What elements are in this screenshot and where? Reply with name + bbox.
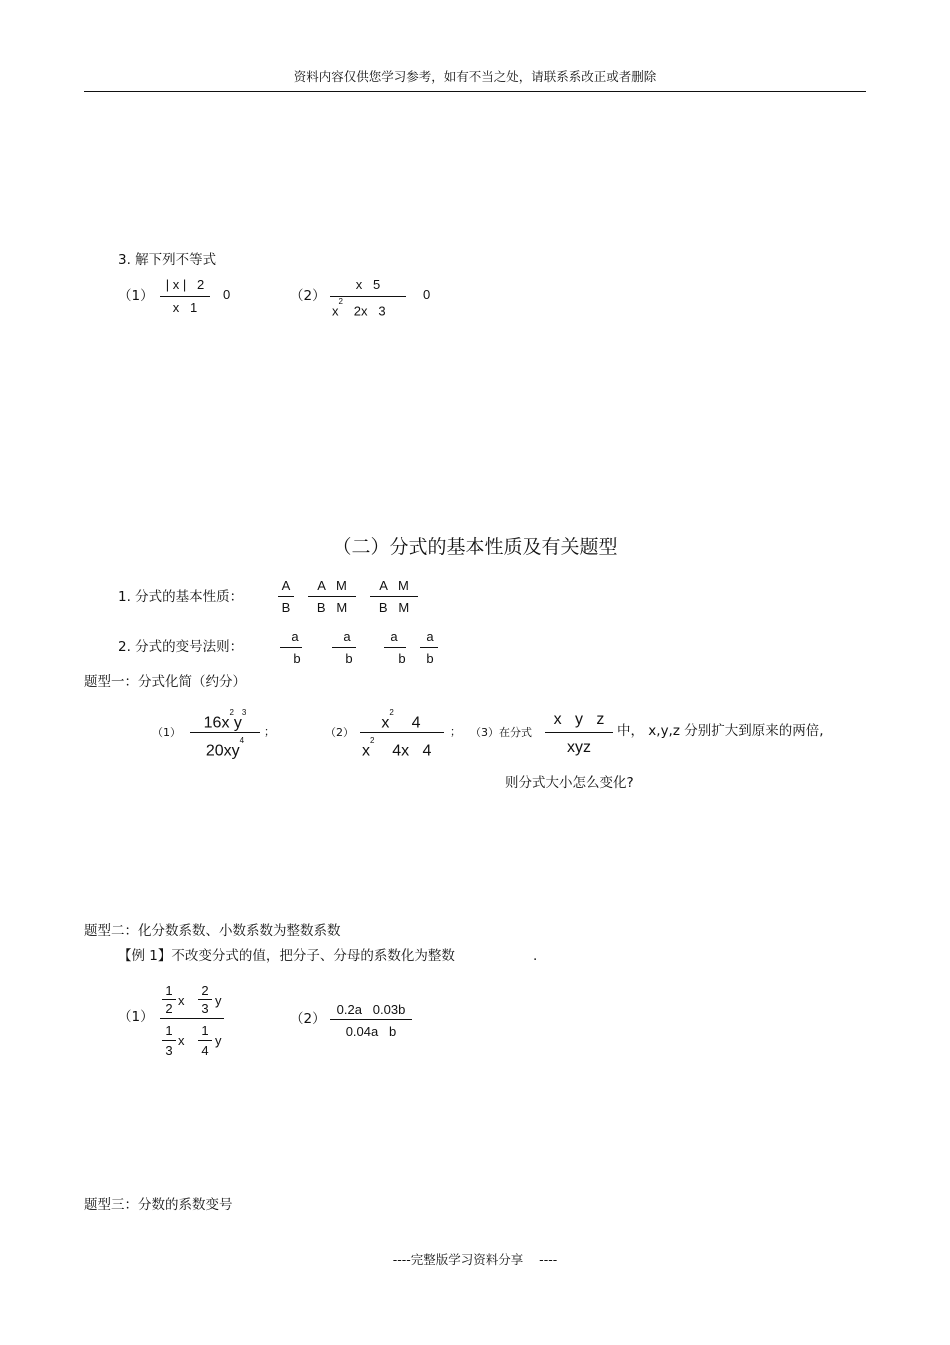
prop2-f3-num: a (390, 629, 398, 644)
type2-example: 【例 1】不改变分式的值，把分子、分母的系数化为整数 (118, 948, 455, 964)
prop1-f3-den: B M (378, 600, 410, 615)
type2-p1-top-f1-den: 2 (165, 1001, 173, 1016)
type1-p3-denominator: xyz (567, 739, 591, 756)
prop1-f1-num: A (281, 578, 291, 593)
type2-p2-numerator: 0.2a 0.03b (336, 1002, 406, 1017)
type1-p3-numerator: x y z (553, 711, 605, 728)
type1-p2-numerator: $x^2$ 4 (381, 708, 421, 732)
type1-p2-label: （2） (325, 726, 354, 739)
q3-p1-denominator: x 1 (172, 300, 198, 315)
q3-p1-numerator: | x | 2 (165, 277, 205, 292)
section-title: （二）分式的基本性质及有关题型 (332, 536, 618, 558)
prop2-f2-bar (332, 647, 356, 648)
type2-p1-bottom-f1-bar (162, 1040, 176, 1041)
prop2-f2-num: a (343, 629, 351, 644)
header-rule (84, 91, 866, 92)
type2-p1-top-var2: y (215, 993, 222, 1008)
type1-p1-fraction-bar (190, 732, 260, 733)
prop1-f2-num: A M (317, 578, 347, 593)
type2-p2-denominator: 0.04a b (345, 1024, 397, 1039)
type2-title: 题型二：化分数系数、小数系数为整数系数 (84, 923, 341, 939)
type1-p3-label: （3）在分式 (470, 726, 532, 739)
q3-p2-rhs: 0 (423, 287, 431, 302)
type2-p1-top-var1: x (178, 993, 185, 1008)
prop2-f1-num: a (291, 629, 299, 644)
type1-p2-denominator: $x^2$ 4x 4 (362, 736, 432, 760)
q3-p1-label: （1） (118, 288, 154, 304)
type1-title: 题型一：分式化简（约分） (84, 674, 246, 690)
type2-p1-top-f1-num: 1 (165, 983, 173, 998)
type1-p1-denominator: $20xy^4$ (205, 736, 245, 760)
prop1-f3-bar (370, 596, 418, 597)
type2-p1-top-f1-bar (162, 999, 176, 1000)
prop2-f1-bar (280, 647, 302, 648)
type1-p2-separator: ； (450, 725, 461, 738)
prop1-f1-den: B (281, 600, 291, 615)
prop2-f4-num: a (426, 629, 434, 644)
prop1-f1-bar (278, 596, 294, 597)
prop2-label: 2. 分式的变号法则： (118, 639, 244, 655)
type1-p3-tail: 中， x,y,z 分别扩大到原来的两倍, (617, 723, 824, 739)
type2-p1-bottom-var1: x (178, 1033, 185, 1048)
q3-p2-denominator: $x^2$ 2x 3 (332, 297, 386, 319)
prop2-f2-den: b (345, 651, 353, 666)
prop2-f3-den: b (398, 651, 406, 666)
type2-p1-bottom-var2: y (215, 1033, 222, 1048)
type2-p1-bottom-f2-bar (198, 1040, 212, 1041)
type2-example-end: . (533, 948, 538, 964)
q3-p2-numerator: x 5 (355, 277, 381, 292)
q3-p2-label: （2） (290, 288, 326, 304)
prop1-f2-bar (308, 596, 356, 597)
prop2-f3-bar (384, 647, 406, 648)
type2-p1-bottom-f2-den: 4 (201, 1043, 209, 1058)
type2-p1-top-f2-den: 3 (201, 1001, 209, 1016)
q3-p1-fraction-bar (160, 296, 210, 297)
type2-p2-fraction-bar (330, 1019, 412, 1020)
type2-p2-label: （2） (290, 1011, 326, 1027)
prop1-label: 1. 分式的基本性质： (118, 589, 244, 605)
type3-title: 题型三：分数的系数变号 (84, 1197, 233, 1213)
type1-p1-separator: ； (264, 725, 275, 738)
type1-p1-numerator: $16x^2y^3$ (203, 708, 247, 732)
q3-p1-rhs: 0 (223, 287, 231, 302)
page-header: 资料内容仅供您学习参考，如有不当之处，请联系系改正或者删除 (293, 69, 657, 84)
prop2-f4-bar (420, 647, 438, 648)
q3-title: 3. 解下列不等式 (118, 252, 217, 268)
prop2-f1-den: b (293, 651, 301, 666)
type2-p1-bottom-f1-den: 3 (165, 1043, 173, 1058)
type2-p1-bottom-f1-num: 1 (165, 1023, 173, 1038)
type2-p1-main-bar (160, 1018, 224, 1019)
page-footer: ----完整版学习资料分享 ---- (392, 1252, 558, 1267)
type1-p1-label: （1） (152, 726, 181, 739)
type1-p2-fraction-bar (360, 732, 444, 733)
prop1-f2-den: B M (316, 600, 348, 615)
prop2-f4-den: b (426, 651, 434, 666)
type2-p1-top-f2-num: 2 (201, 983, 209, 998)
type1-p3-fraction-bar (545, 732, 613, 733)
type1-p3-question: 则分式大小怎么变化? (505, 775, 634, 791)
type2-p1-top-f2-bar (198, 999, 212, 1000)
prop1-f3-num: A M (379, 578, 409, 593)
type2-p1-bottom-f2-num: 1 (201, 1023, 209, 1038)
type2-p1-label: （1） (118, 1009, 154, 1025)
